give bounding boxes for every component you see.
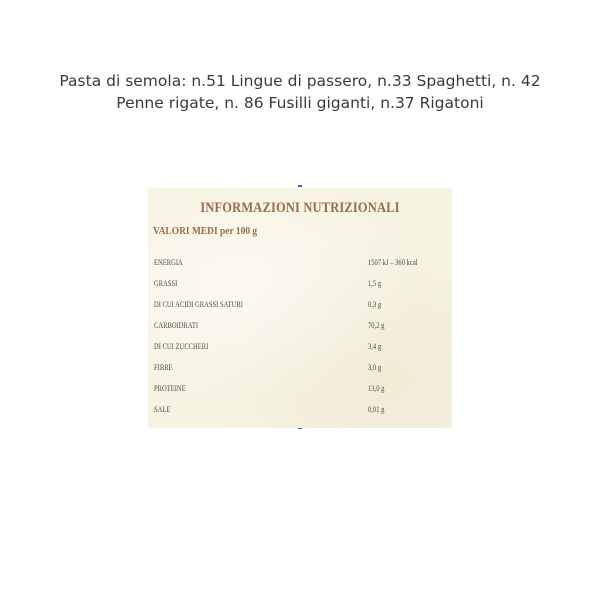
nutrition-row-fibre [148,363,452,377]
nutrition-subtitle: VALORI MEDI per 100 g [153,226,258,237]
nutrient-value: 0,01 g [368,405,385,414]
nutrient-name: DI CUI ZUCCHERI [154,342,209,351]
image-top-marker [298,185,302,187]
product-description [40,70,560,114]
nutrient-value: 70,2 g [368,321,385,330]
nutrition-label-image [148,188,452,428]
nutrient-name: PROTEINE [154,384,186,393]
nutrient-name: FIBRE [154,363,173,372]
nutrient-name: DI CUI ACIDI GRASSI SATURI [154,300,243,309]
nutrient-value: 3,4 g [368,342,382,351]
nutrition-row-proteine [148,384,452,398]
description-line-1: Pasta di semola: n.51 Lingue di passero, n.33 Spaghetti, n. 42 [59,72,541,90]
nutrition-row-zuccheri [148,342,452,356]
description-line-2: Penne rigate, n. 86 Fusilli giganti, n.37 Rigatoni [116,94,484,112]
nutrient-value: 1,5 g [368,279,382,288]
nutrient-value: 1507 kJ – 360 kcal [368,258,418,267]
nutrient-value: 0,3 g [368,300,382,309]
nutrient-name: GRASSI [154,279,178,288]
nutrition-row-grassi-saturi [148,300,452,314]
nutrient-name: ENERGIA [154,258,183,267]
nutrition-row-carboidrati [148,321,452,335]
nutrient-value: 13,0 g [368,384,385,393]
nutrition-row-grassi [148,279,452,293]
nutrition-title: INFORMAZIONI NUTRIZIONALI [200,200,400,216]
nutrient-value: 3,0 g [368,363,382,372]
nutrition-row-sale [148,405,452,419]
nutrient-name: SALE [154,405,171,414]
nutrition-row-energia [148,258,452,272]
nutrient-name: CARBOIDRATI [154,321,199,330]
